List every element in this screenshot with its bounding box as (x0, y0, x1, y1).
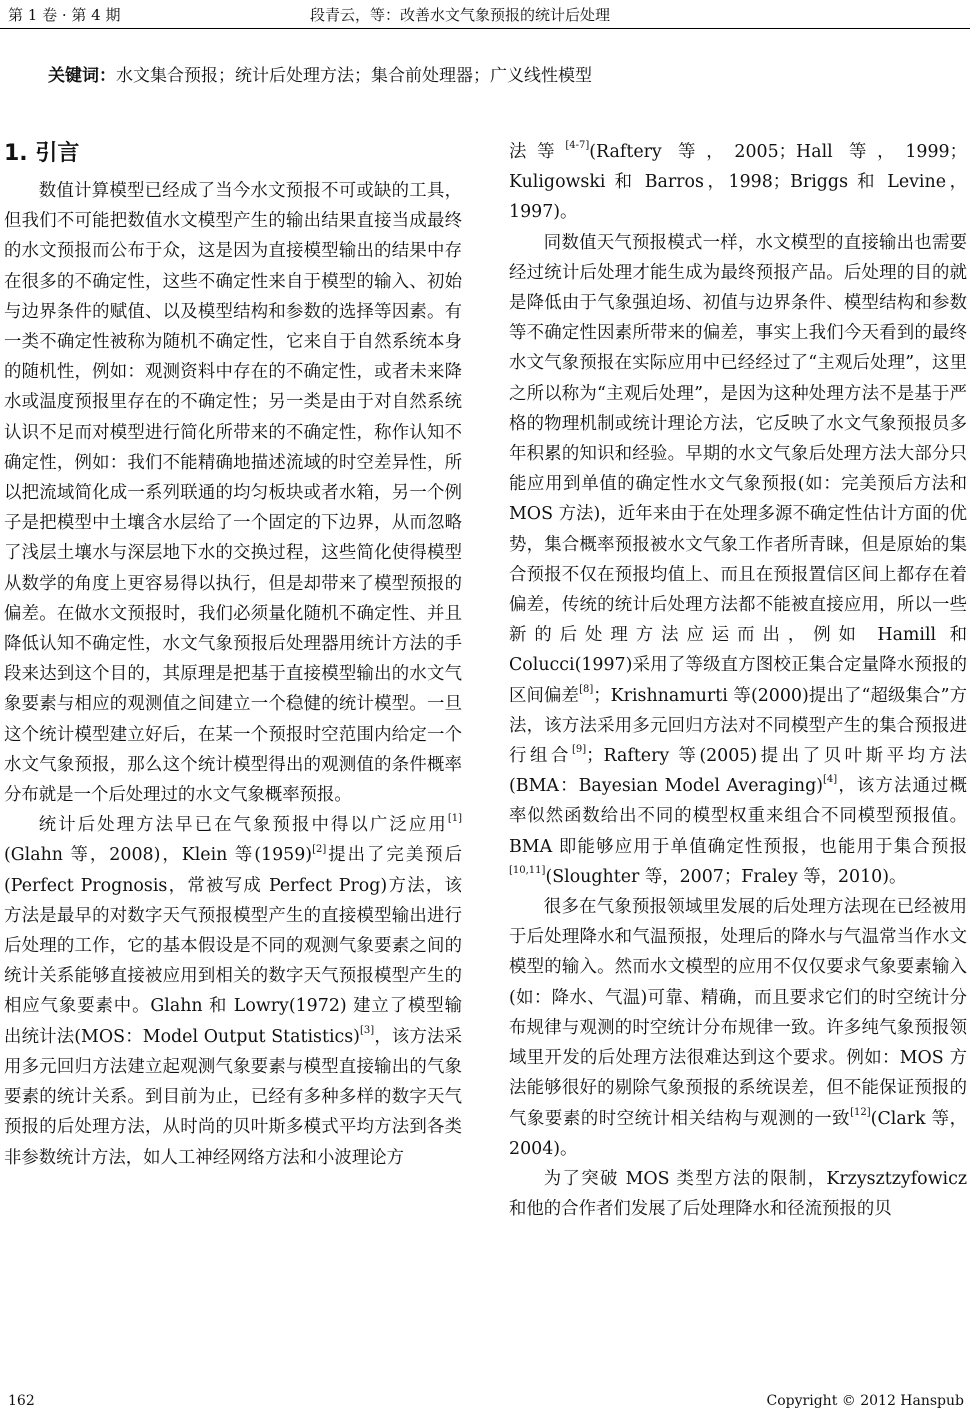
keywords-line (48, 61, 592, 86)
citation: [1] (447, 813, 462, 825)
running-header (0, 0, 970, 30)
paragraph: 数值计算模型已经成了当今水文预报不可或缺的工具，但我们不可能把数值水文模型产生的输出结果直接当成最终的水文预报而公布于众，这是因为直接模型输出的结果中存在很多的不确定性，这些不确定性来自于模型的输入、初始与边界条件的赋值、以及模型结构和参数的选择等因素。有一类不确定性被称为随机不确定性，它来自于自然系统本身的随机性，例如：观测资料中存在的不确定性，或者未来降水或温度预报里存在的不确定性；另一类是由于对自然系统认识不足而对模型进行简化所带来的不确定性，称作认知不确定性，例如：我们不能精确地描述流域的时空差异性，所以把流域简化成一系列联通的均匀板块或者水箱，另一个例子是把模型中土壤含水层给了一个固定的下边界，从而忽略了浅层土壤水与深层地下水的交换过程，这些简化使得模型从数学的角度上更容易得以执行，但是却带来了模型预报的偏差。在做水文预报时，我们必须量化随机不确定性、并且降低认知不确定性，水文气象预报后处理器用统计方法的手段来达到这个目的，其原理是把基于直接模型输出的水文气象要素与相应的观测值之间建立一个稳健的统计模型。一旦这个统计模型建立好后，在某一个预报时空范围内给定一个水文气象预报，那么这个统计模型得出的观测值的条件概率分布就是一个后处理过的水文气象概率预报。 (4, 181, 462, 806)
text-run: (Sloughter 等，2007；Fraley 等，2010)。 (545, 866, 907, 887)
text-run: ，该方法通过概率似然函数给出不同的模型权重来组合不同模型预报值。BMA 即能够应用于单值确定性预报，也能用于集合预报 (509, 776, 967, 857)
volume-issue: 第 1 卷 · 第 4 期 (8, 6, 121, 24)
citation: [10,11] (509, 865, 546, 877)
text-run: (Clark 等，2004)。 (509, 1108, 967, 1159)
paragraph (4, 810, 462, 1172)
text-run: ，该方法采用多元回归方法建立起观测气象要素与模型直接输出的气象要素的统计关系。到目前为止，已经有多种多样的数字天气预报的后处理方法，从时尚的贝叶斯多模式平均方法到各类非参数统计方法，如人工神经网络方法和小波理论方 (4, 1026, 462, 1168)
right-column (509, 137, 967, 1224)
text-run: 很多在气象预报领域里发展的后处理方法现在已经被用于后处理降水和气温预报，处理后的降水与气温常当作水文模型的输入。然而水文模型的应用不仅仅要求气象要素输入(如：降水、气温)可靠、精确，而且要求它们的时空统计分布规律与观测的时空统计分布规律一致。许多纯气象预报领域里开发的后处理方法很难达到这个要求。例如：MOS 方法能够很好的剔除气象预报的系统误差，但不能保证预报的气象要素的时空统计相关结构与观测的一致 (509, 897, 967, 1129)
text-run: (Glahn 等，2008)，Klein 等(1959) (4, 845, 313, 866)
copyright-notice: Copyright © 2012 Hanspub (766, 1393, 964, 1409)
text-run: 法等 (509, 142, 566, 162)
citation: [2] (312, 843, 327, 855)
section-title: 1. 引言 (4, 141, 80, 166)
paragraph (509, 228, 967, 892)
text-run: ；Raftery 等(2005)提出了贝叶斯平均方法(BMA：Bayesian Model Averaging) (509, 746, 967, 797)
citation: [8] (579, 683, 594, 695)
header-rule (0, 28, 970, 29)
citation: [4] (823, 774, 838, 786)
page-number: 162 (8, 1393, 35, 1409)
paragraph: 为了突破 MOS 类型方法的限制，Krzysztzyfowicz 和他的合作者们发展了后处理降水和径流预报的贝 (509, 1168, 967, 1220)
keywords-text: 水文集合预报；统计后处理方法；集合前处理器；广义线性模型 (116, 66, 592, 86)
text-run: 提出了完美预后(Perfect Prognosis，常被写成 Perfect Prog)方法，该方法是最早的对数字天气预报模型产生的直接模型输出进行后处理的工作，它的基本假设是不同的观测气象要素之间的统计关系能够直接被应用到相关的数字天气预报模型产生的相应气象要素中。Glahn 和 Lowry(1972) 建立了模型输出统计法(MOS：Model Output Statistics) (4, 845, 462, 1047)
left-column (4, 140, 462, 1173)
citation: [3] (359, 1024, 375, 1036)
citation: [9] (571, 744, 587, 756)
citation: [12] (850, 1106, 871, 1118)
text-run: ；Krishnamurti 等(2000)提出了“超级集合”方法，该方法采用多元回归方法对不同模型产生的集合预报进行组合 (509, 685, 967, 767)
text-run: 同数值天气预报模式一样，水文模型的直接输出也需要经过统计后处理才能生成为最终预报产品。后处理的目的就是降低由于气象强迫场、初值与边界条件、模型结构和参数等不确定性因素所带来的偏差，事实上我们今天看到的最终水文气象预报在实际应用中已经经过了“主观后处理”，这里之所以称为“主观后处理”，是因为这种处理方法不是基于严格的物理机制或统计理论方法，它反映了水文气象预报员多年积累的知识和经验。早期的水文气象后处理方法大部分只能应用到单值的确定性水文气象预报(如：完美预后方法和 MOS 方法)，近年来由于在处理多源不确定性估计方面的优势，集合概率预报被水文气象工作者所青睐，但是原始的集合预报不仅在预报均值上、而且在预报置信区间上都存在着偏差，传统的统计后处理方法都不能被直接应用，所以一些新的后处理方法应运而出，例如 Hamill 和 Colucci(1997)采用了等级直方图校正集合定量降水预报的区间偏差 (509, 232, 967, 706)
keywords-label: 关键词： (48, 66, 116, 86)
running-title: 段青云，等：改善水文气象预报的统计后处理 (310, 6, 611, 24)
paragraph (509, 892, 967, 1164)
text-run: (Raftery 等，2005；Hall 等，1999；Kuligowski 和 Barros，1998；Briggs 和 Levine，1997)。 (509, 142, 967, 223)
text-run: 统计后处理方法早已在气象预报中得以广泛应用 (38, 815, 448, 836)
paragraph (509, 137, 967, 228)
citation: [4-7] (565, 140, 590, 152)
